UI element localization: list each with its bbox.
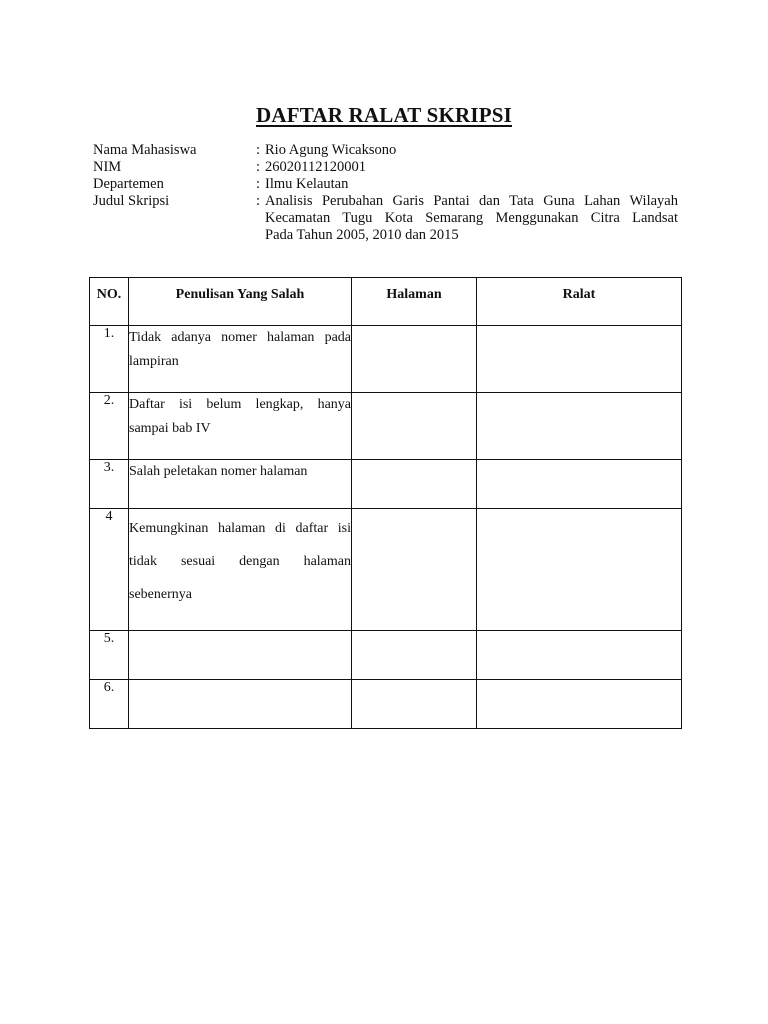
departemen-value: Ilmu Kelautan <box>265 176 349 192</box>
table-row <box>90 326 682 393</box>
errata-table <box>89 277 682 729</box>
judul-line-3: Pada Tahun 2005, 2010 dan 2015 <box>265 227 459 243</box>
header-halaman: Halaman <box>352 278 477 326</box>
row-number: 2. <box>90 393 129 460</box>
row-number: 4 <box>90 509 129 631</box>
row-penulisan-salah: Tidak adanya nomer halaman pada lampiran <box>129 326 352 393</box>
judul-colon: : <box>256 193 261 209</box>
nim-label: NIM <box>93 159 122 175</box>
departemen-label: Departemen <box>93 176 164 192</box>
table-row <box>90 509 682 631</box>
document-title: DAFTAR RALAT SKRIPSI <box>255 103 513 127</box>
judul-line-2: Kecamatan Tugu Kota Semarang Menggunakan Citra Landsat <box>265 210 678 226</box>
table-header-row <box>90 278 682 326</box>
row-halaman <box>352 393 477 460</box>
row-number: 3. <box>90 460 129 509</box>
row-halaman <box>352 631 477 680</box>
row-number: 5. <box>90 631 129 680</box>
row-penulisan-salah: Salah peletakan nomer halaman <box>129 460 352 509</box>
header-penulisan-salah: Penulisan Yang Salah <box>129 278 352 326</box>
student-info <box>93 142 678 244</box>
header-no: NO. <box>90 278 129 326</box>
info-row-judul <box>93 193 678 244</box>
row-halaman <box>352 680 477 729</box>
row-penulisan-salah <box>129 680 352 729</box>
row-halaman <box>352 460 477 509</box>
nama-value: Rio Agung Wicaksono <box>265 142 397 158</box>
row-ralat <box>477 509 682 631</box>
judul-value <box>265 193 678 244</box>
nama-colon: : <box>256 142 261 158</box>
row-penulisan-salah <box>129 631 352 680</box>
row-number: 1. <box>90 326 129 393</box>
row-ralat <box>477 631 682 680</box>
table-row <box>90 680 682 729</box>
nim-colon: : <box>256 159 261 175</box>
info-row-nim <box>93 159 678 176</box>
row-halaman <box>352 509 477 631</box>
row-ralat <box>477 393 682 460</box>
row-ralat <box>477 680 682 729</box>
nim-value: 26020112120001 <box>265 159 366 175</box>
judul-line-1: Analisis Perubahan Garis Pantai dan Tata Guna Lahan Wilayah <box>265 193 678 209</box>
row-ralat <box>477 460 682 509</box>
header-ralat: Ralat <box>477 278 682 326</box>
info-row-departemen <box>93 176 678 193</box>
nama-label: Nama Mahasiswa <box>93 142 197 158</box>
table-row <box>90 460 682 509</box>
row-halaman <box>352 326 477 393</box>
row-penulisan-salah: Daftar isi belum lengkap, hanya sampai bab IV <box>129 393 352 460</box>
row-number: 6. <box>90 680 129 729</box>
info-row-nama <box>93 142 678 159</box>
table-row <box>90 393 682 460</box>
departemen-colon: : <box>256 176 261 192</box>
row-penulisan-salah: Kemungkinan halaman di daftar isi tidak sesuai dengan halaman sebenernya <box>129 509 352 631</box>
table-row <box>90 631 682 680</box>
row-ralat <box>477 326 682 393</box>
judul-label: Judul Skripsi <box>93 193 170 209</box>
